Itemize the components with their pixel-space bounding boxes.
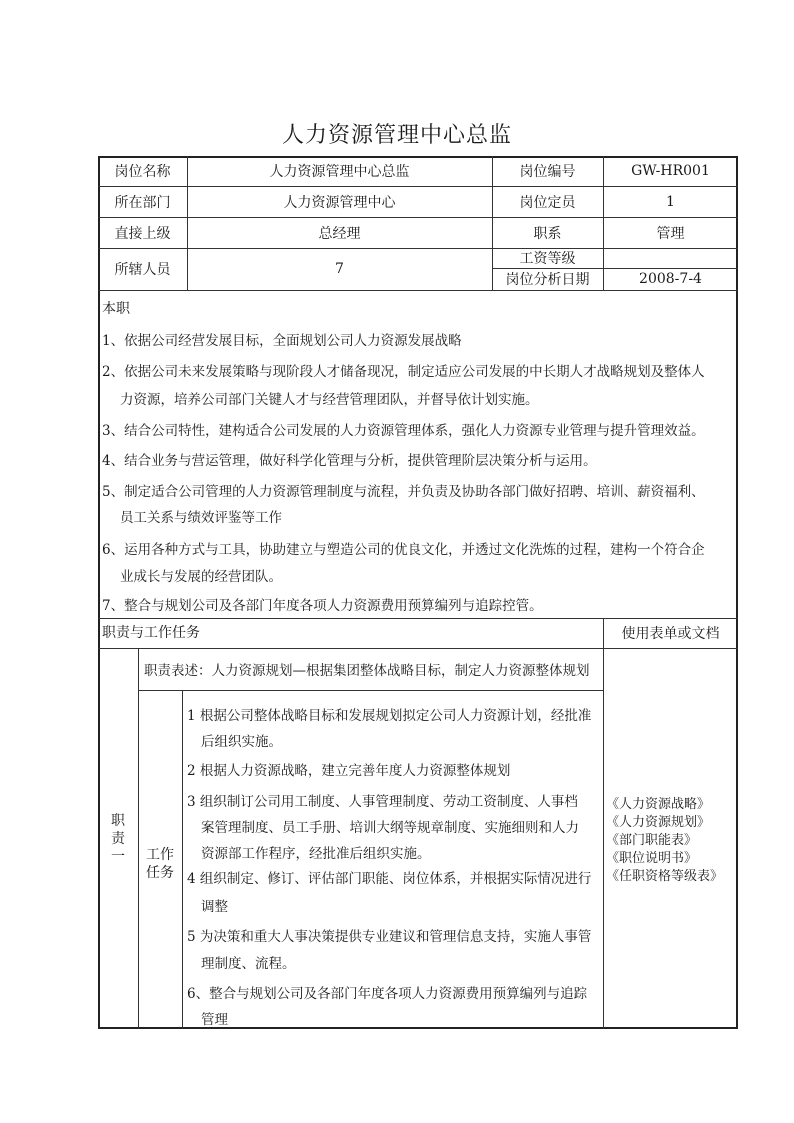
task-item: 2 根据人力资源战略，建立完善年度人力资源整体规划: [187, 763, 511, 779]
duty-item: 6、运用各种方式与工具，协助建立与塑造公司的优良文化，并透过文化洗炼的过程，建构一个符合企: [102, 542, 705, 558]
task-item-continued: 调整: [201, 899, 228, 915]
post-code-label: 岗位编号: [519, 164, 576, 180]
series-label: 职系: [533, 225, 562, 242]
forms-list: [606, 796, 740, 886]
analysis-date-value: 2008-7-4: [639, 271, 702, 287]
task-item: 1 根据公司整体战略目标和发展规划拟定公司人力资源计划，经批准: [187, 708, 592, 724]
form-item: 《人力资源规划》: [606, 815, 711, 830]
task-item: 3 组织制订公司用工制度、人事管理制度、劳动工资制度、人事档: [187, 794, 578, 810]
superior-value: 总经理: [318, 225, 361, 242]
col-divider: [138, 648, 139, 1029]
series-value: 管理: [656, 225, 685, 242]
document-title: 人力资源管理中心总监: [281, 123, 512, 148]
post-name-value: 人力资源管理中心总监: [269, 164, 410, 180]
responsibility-statement: 职责表述：人力资源规划—根据集团整体战略目标，制定人力资源整体规划: [144, 663, 590, 679]
quota-value: 1: [666, 193, 675, 210]
duty-item: 5、制定适合公司管理的人力资源管理制度与流程，并负责及协助各部门做好招聘、培训、薪资福利、: [102, 484, 705, 500]
post-name-label: 岗位名称: [114, 164, 171, 180]
task-item-continued: 案管理制度、员工手册、培训大纲等规章制度、实施细则和人力: [201, 820, 579, 836]
salary-grade-label: 工资等级: [519, 251, 576, 267]
form-item: 《人力资源战略》: [606, 797, 711, 812]
form-item: 《职位说明书》: [606, 851, 698, 866]
form-item: 《任职资格等级表》: [606, 869, 724, 884]
dept-label: 所在部门: [114, 194, 171, 211]
superior-label: 直接上级: [114, 225, 171, 242]
duty-item: 1、依据公司经营发展目标，全面规划公司人力资源发展战略: [102, 333, 462, 349]
subordinates-label: 所辖人员: [114, 262, 171, 278]
task-item: 4 组织制定、修订、评估部门职能、岗位体系，并根据实际情况进行: [187, 871, 592, 887]
duty-item: 7、整合与规划公司及各部门年度各项人力资源费用预算编列与追踪控管。: [102, 598, 543, 614]
duties-title: 本职: [102, 301, 130, 317]
duty-item-continued: 力资源，培养公司部门关键人才与经营管理团队，并督导依计划实施。: [120, 392, 539, 408]
task-item: 6、整合与规划公司及各部门年度各项人力资源费用预算编列与追踪: [187, 986, 588, 1002]
col-divider: [603, 618, 604, 1029]
tasks-label: 工作 任务: [146, 847, 174, 881]
duty-item: 4、结合业务与营运管理，做好科学化管理与分析，提供管理阶层决策分析与运用。: [102, 453, 597, 469]
form-item: 《部门职能表》: [606, 833, 698, 848]
subordinates-value: 7: [335, 261, 344, 277]
task-item-continued: 管理: [201, 1012, 228, 1028]
forms-header: 使用表单或文档: [621, 626, 720, 642]
duty-item-continued: 员工关系与绩效评鉴等工作: [120, 510, 282, 526]
duty-item-continued: 业成长与发展的经营团队。: [120, 569, 282, 585]
duty-item: 2、依据公司未来发展策略与现阶段人才储备现况，制定适应公司发展的中长期人才战略规划及整体人: [102, 364, 705, 380]
responsibilities-header: 职责与工作任务: [102, 625, 200, 641]
col-divider: [182, 690, 183, 1029]
task-item-continued: 资源部工作程序，经批准后组织实施。: [201, 846, 431, 862]
duty-item: 3、结合公司特性，建构适合公司发展的人力资源管理体系，强化人力资源专业管理与提升管理效益。: [102, 423, 705, 439]
task-item-continued: 后组织实施。: [201, 734, 282, 750]
quota-label: 岗位定员: [519, 194, 576, 211]
row-divider: [138, 690, 603, 691]
task-item: 5 为决策和重大人事决策提供专业建议和管理信息支持，实施人事管: [187, 929, 592, 945]
dept-value: 人力资源管理中心: [283, 194, 396, 211]
task-item-continued: 理制度、流程。: [201, 956, 296, 972]
salary-grade-value: [603, 248, 738, 268]
responsibility-one-label: 职 责 一: [111, 813, 125, 865]
row-divider: [98, 290, 738, 291]
post-code-value: GW-HR001: [631, 163, 710, 179]
row-divider: [98, 648, 738, 649]
analysis-date-label: 岗位分析日期: [505, 272, 590, 288]
